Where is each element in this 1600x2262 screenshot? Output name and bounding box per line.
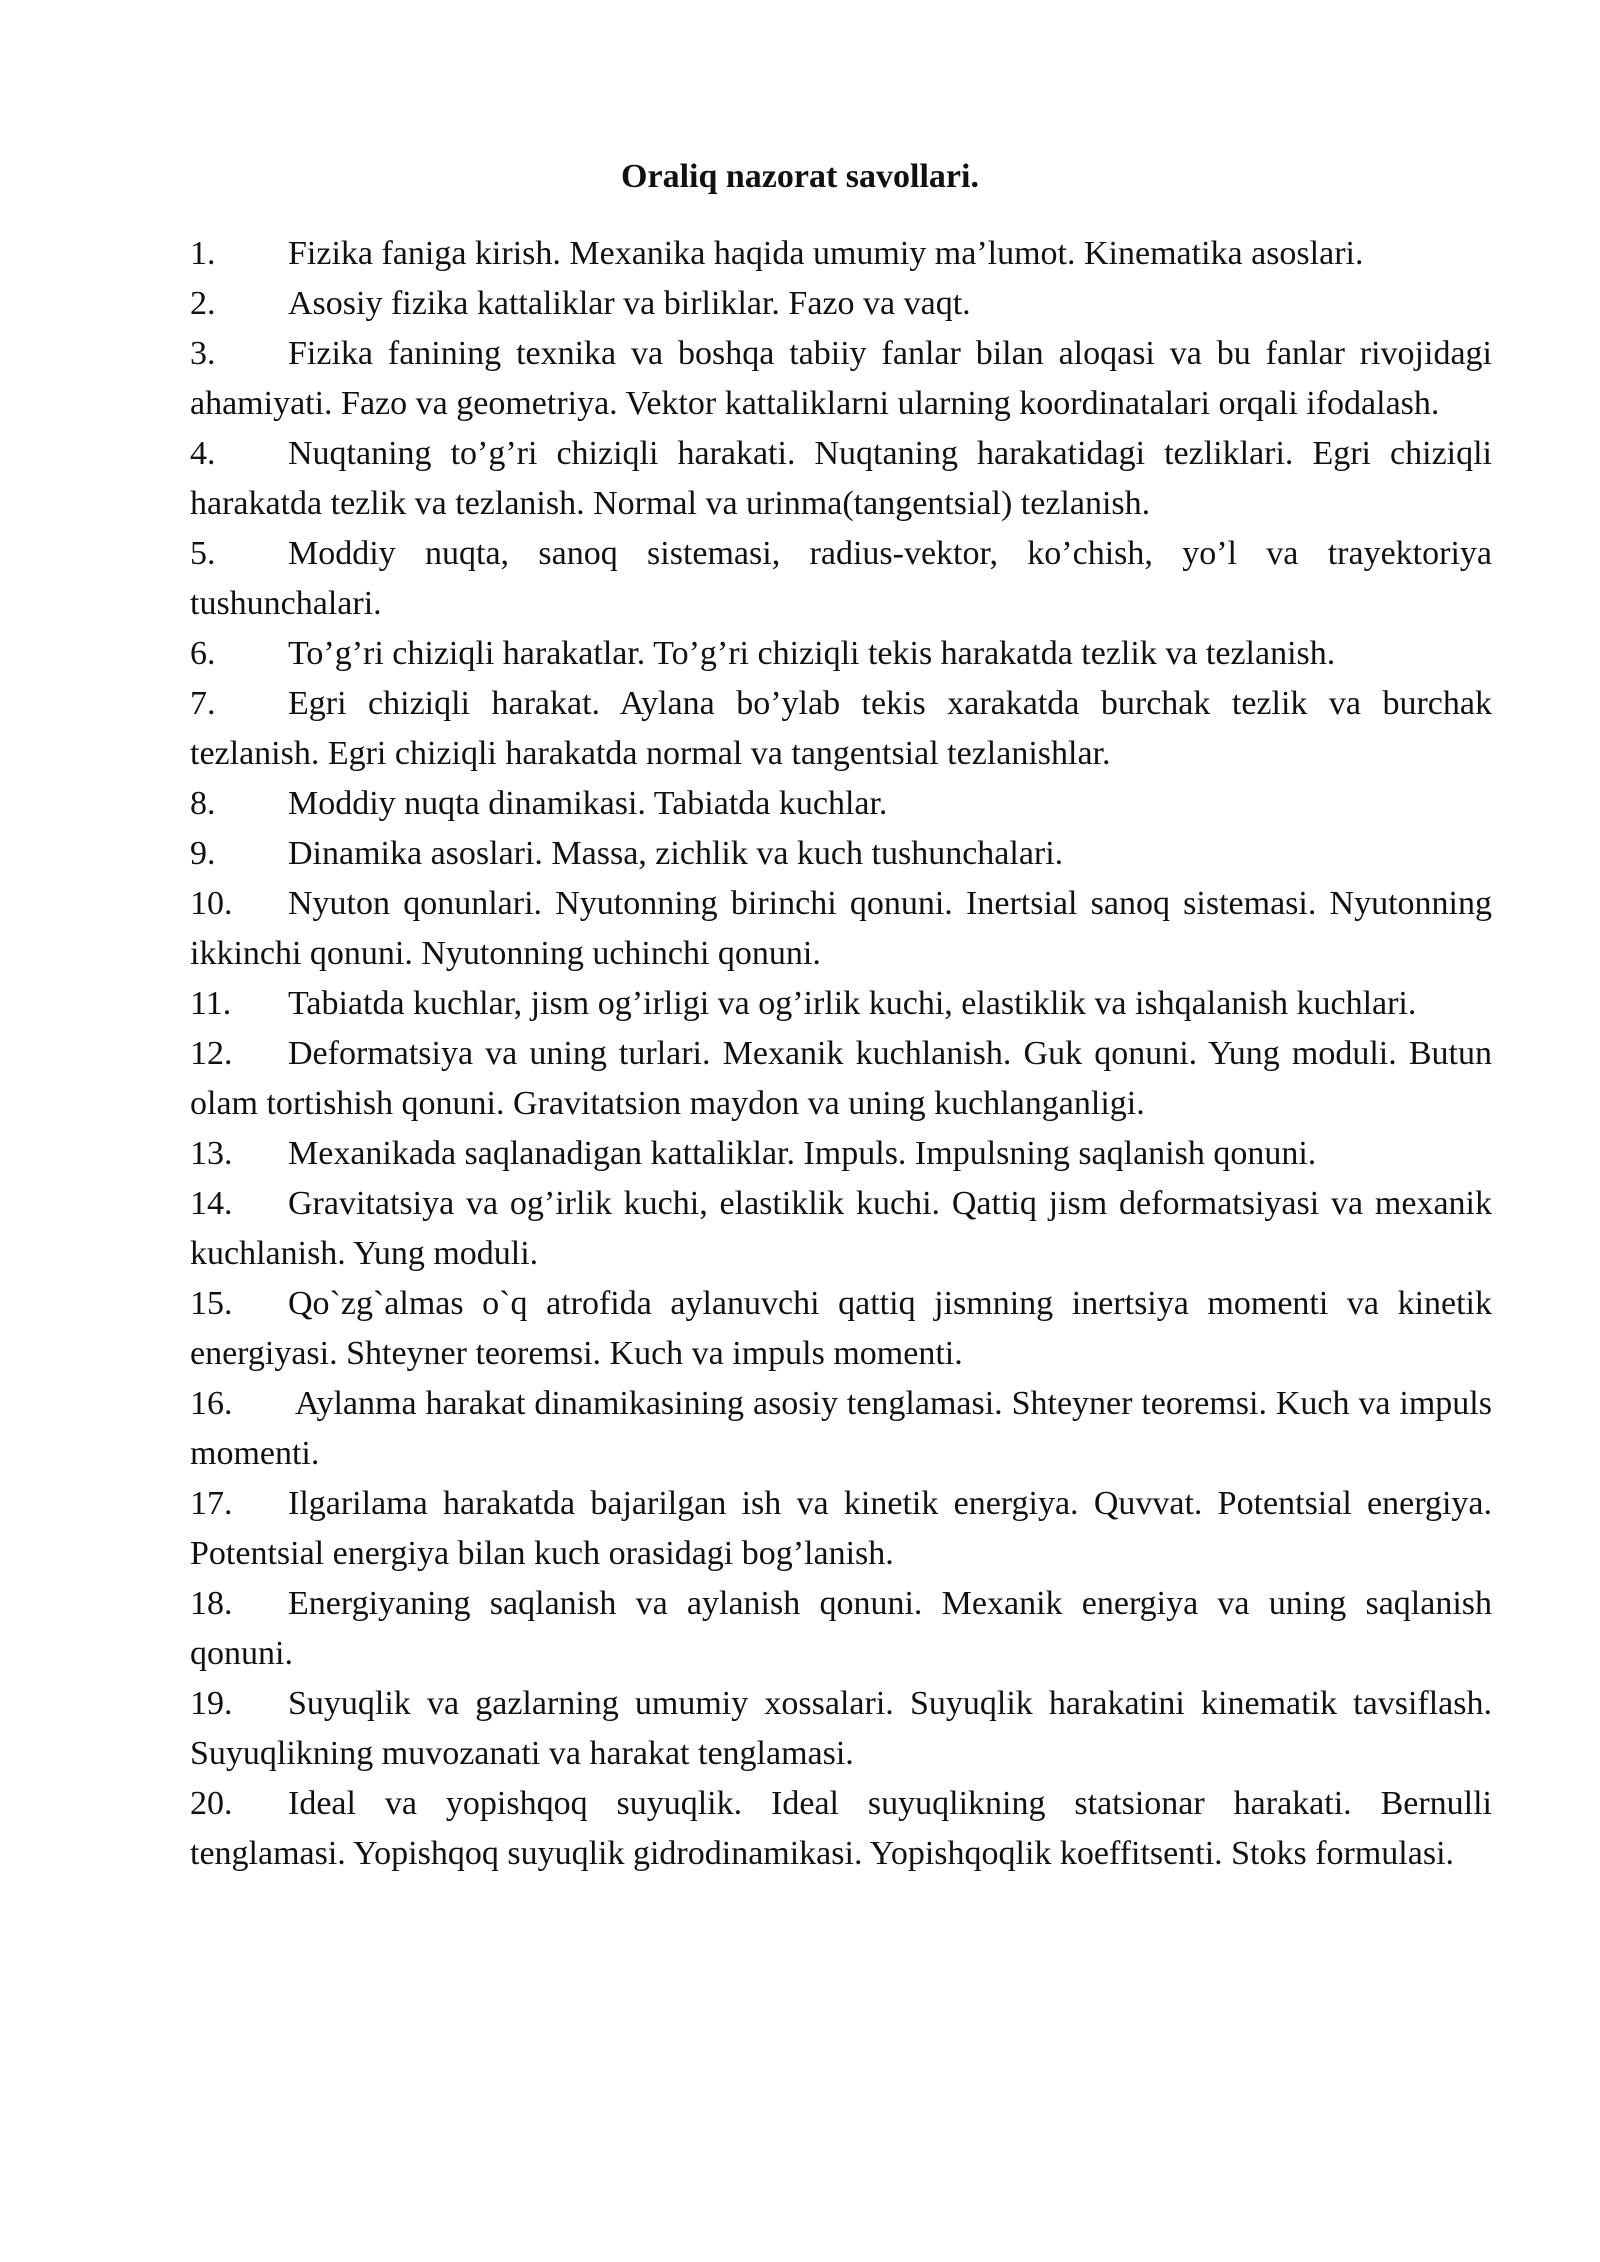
question-number: 13. (190, 1135, 233, 1172)
question-number: 8. (190, 785, 216, 822)
question-text: Mexanikada saqlanadigan kattaliklar. Impuls. Impulsning saqlanish qonuni. (288, 1135, 1317, 1172)
question-number: 9. (190, 835, 216, 872)
question-text: To’g’ri chiziqli harakatlar. To’g’ri chiziqli tekis harakatda tezlik va tezlanish. (288, 635, 1336, 672)
question-number: 11. (190, 985, 232, 1022)
question-text: Fizika faniga kirish. Mexanika haqida umumiy ma’lumot. Kinematika asoslari. (288, 235, 1364, 272)
question-item (190, 529, 1492, 629)
question-item (190, 779, 1492, 829)
question-item (190, 329, 1492, 429)
question-number: 10. (190, 885, 233, 922)
question-text: Deformatsiya va uning turlari. Mexanik kuchlanish. Guk qonuni. Yung moduli. Butun olam tortishish qonuni. Gravitatsion maydon va uning kuchlanganligi. (190, 1035, 1492, 1122)
question-item (190, 1129, 1492, 1179)
question-number: 15. (190, 1285, 233, 1322)
question-text: Moddiy nuqta, sanoq sistemasi, radius-vektor, ko’chish, yo’l va trayektoriya tushunchalari. (190, 535, 1492, 622)
question-text: Energiyaning saqlanish va aylanish qonuni. Mexanik energiya va uning saqlanish qonuni. (190, 1585, 1492, 1672)
question-number: 2. (190, 285, 216, 322)
question-item (190, 879, 1492, 979)
question-item (190, 1179, 1492, 1279)
question-item (190, 1379, 1492, 1479)
question-number: 17. (190, 1485, 233, 1522)
question-number: 12. (190, 1035, 233, 1072)
question-text: Gravitatsiya va og’irlik kuchi, elastiklik kuchi. Qattiq jism deformatsiyasi va mexanik kuchlanish. Yung moduli. (190, 1185, 1492, 1272)
question-number: 18. (190, 1585, 233, 1622)
question-list (190, 229, 1492, 1879)
question-text: Fizika fanining texnika va boshqa tabiiy fanlar bilan aloqasi va bu fanlar rivojidagi ahamiyati. Fazo va geometriya. Vektor kattaliklarni ularning koordinatalari orqali ifodalash. (190, 335, 1492, 422)
question-text: Nuqtaning to’g’ri chiziqli harakati. Nuqtaning harakatidagi tezliklari. Egri chiziqli harakatda tezlik va tezlanish. Normal va urinma(tangentsial) tezlanish. (190, 435, 1492, 522)
question-item (190, 1279, 1492, 1379)
question-item (190, 979, 1492, 1029)
question-item (190, 629, 1492, 679)
question-item (190, 679, 1492, 779)
question-text: Aylanma harakat dinamikasining asosiy tenglamasi. Shteyner teoremsi. Kuch va impuls momenti. (190, 1385, 1492, 1472)
question-item (190, 1779, 1492, 1879)
question-item (190, 279, 1492, 329)
question-text: Moddiy nuqta dinamikasi. Tabiatda kuchlar. (288, 785, 888, 822)
question-item (190, 1479, 1492, 1579)
question-number: 5. (190, 535, 216, 572)
question-number: 7. (190, 685, 216, 722)
question-number: 6. (190, 635, 216, 672)
question-text: Suyuqlik va gazlarning umumiy xossalari. Suyuqlik harakatini kinematik tavsiflash. Suyuqlikning muvozanati va harakat tenglamasi. (190, 1685, 1492, 1772)
question-number: 14. (190, 1185, 233, 1222)
question-number: 1. (190, 235, 216, 272)
question-text: Nyuton qonunlari. Nyutonning birinchi qonuni. Inertsial sanoq sistemasi. Nyutonning ikkinchi qonuni. Nyutonning uchinchi qonuni. (190, 885, 1492, 972)
question-text: Dinamika asoslari. Massa, zichlik va kuch tushunchalari. (288, 835, 1064, 872)
question-item (190, 829, 1492, 879)
question-item (190, 1579, 1492, 1679)
question-number: 16. (190, 1385, 233, 1422)
question-number: 20. (190, 1785, 233, 1822)
question-text: Egri chiziqli harakat. Aylana bo’ylab tekis xarakatda burchak tezlik va burchak tezlanish. Egri chiziqli harakatda normal va tangentsial tezlanishlar. (190, 685, 1492, 772)
question-number: 4. (190, 435, 216, 472)
question-text: Qo`zg`almas o`q atrofida aylanuvchi qattiq jismning inertsiya momenti va kinetik energiyasi. Shteyner teoremsi. Kuch va impuls momenti. (190, 1285, 1492, 1372)
question-item (190, 1029, 1492, 1129)
question-text: Tabiatda kuchlar, jism og’irligi va og’irlik kuchi, elastiklik va ishqalanish kuchlari. (288, 985, 1417, 1022)
question-number: 3. (190, 335, 216, 372)
document-title: Oraliq nazorat savollari. (621, 158, 979, 195)
question-item (190, 229, 1492, 279)
question-number: 19. (190, 1685, 233, 1722)
question-text: Asosiy fizika kattaliklar va birliklar. Fazo va vaqt. (288, 285, 971, 322)
question-item (190, 1679, 1492, 1779)
question-item (190, 429, 1492, 529)
question-text: Ideal va yopishqoq suyuqlik. Ideal suyuqlikning statsionar harakati. Bernulli tenglamasi. Yopishqoq suyuqlik gidrodinamikasi. Yopishqoqlik koeffitsenti. Stoks formulasi. (190, 1785, 1492, 1872)
question-text: Ilgarilama harakatda bajarilgan ish va kinetik energiya. Quvvat. Potentsial energiya. Potentsial energiya bilan kuch orasidagi bog’lanish. (190, 1485, 1492, 1572)
